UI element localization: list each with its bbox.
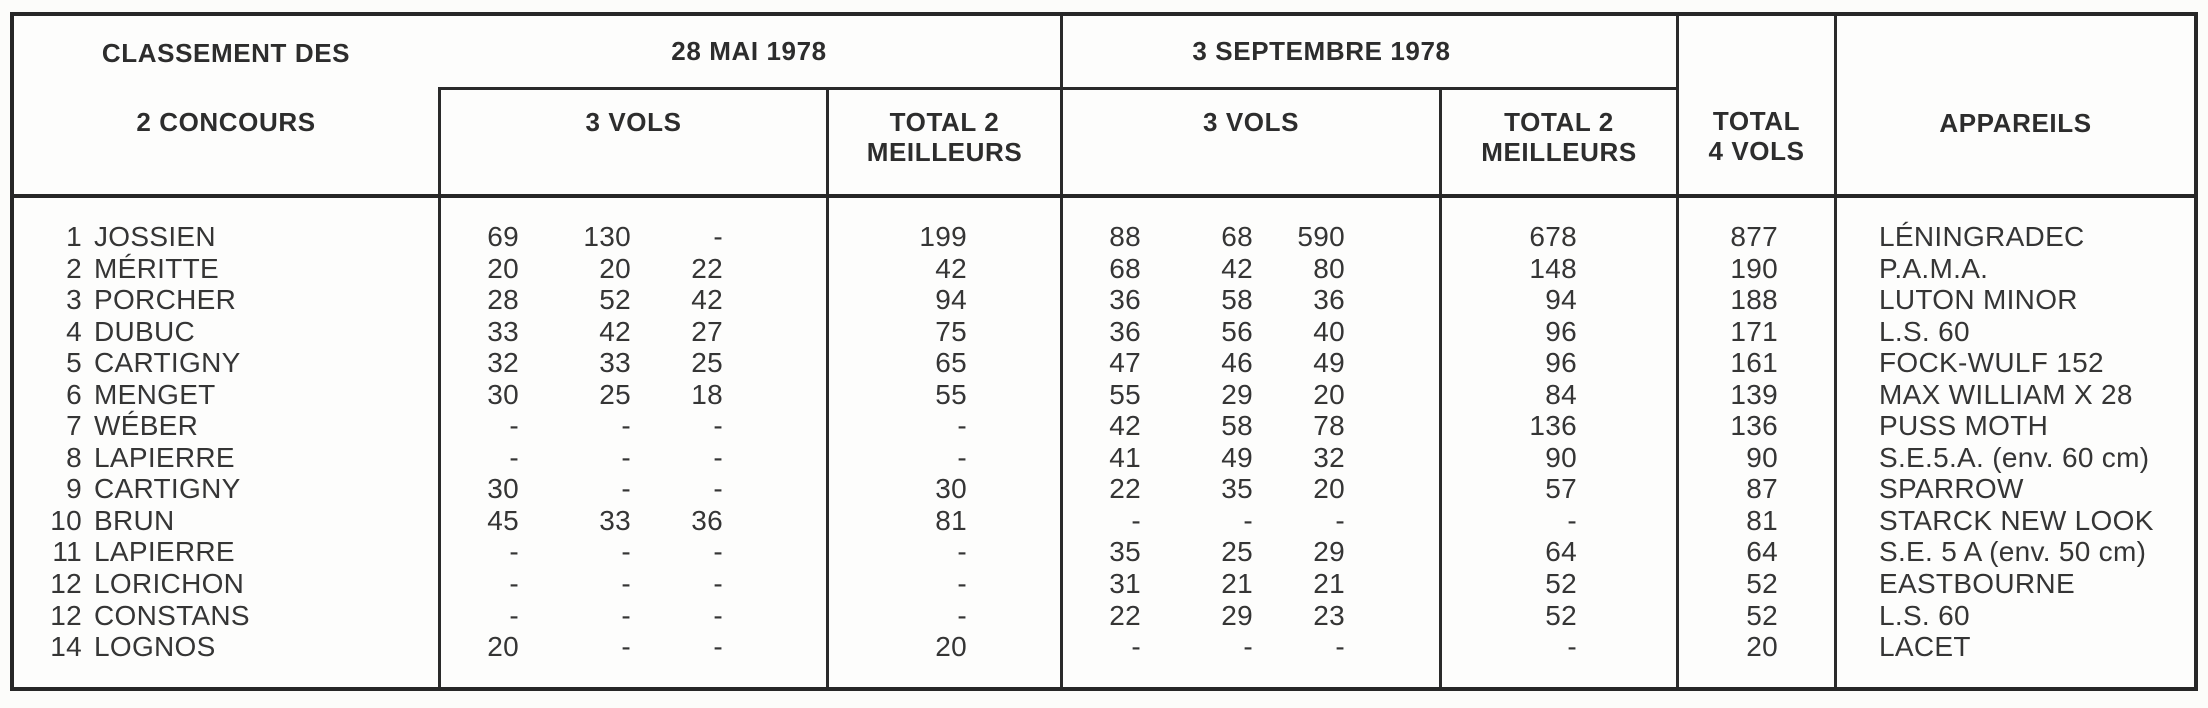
header-mai-total2 xyxy=(826,90,1060,194)
mai-total-2-meilleurs: - xyxy=(826,442,1060,474)
total-4-vols: 20 xyxy=(1676,631,1834,663)
septembre-vol-score: 56 xyxy=(1221,315,1253,347)
septembre-3vols-cell xyxy=(1060,442,1439,474)
septembre-vol-score: 42 xyxy=(1221,252,1253,284)
header-mai-3vols: 3 VOLS xyxy=(438,90,826,194)
septembre-vol-score: 40 xyxy=(1313,315,1345,347)
mai-vol-score: 36 xyxy=(691,504,723,536)
pilot-name: LAPIERRE xyxy=(94,441,235,473)
pilot-cell xyxy=(14,600,438,632)
aircraft-name: L.S. 60 xyxy=(1834,316,2194,348)
septembre-vol-score: 68 xyxy=(1221,221,1253,252)
septembre-3vols-cell xyxy=(1060,253,1439,285)
mai-vol-score: - xyxy=(621,536,631,568)
septembre-total-2-meilleurs: 84 xyxy=(1439,379,1676,411)
header-septembre-total2 xyxy=(1439,90,1676,194)
aircraft-name: L.S. 60 xyxy=(1834,600,2194,632)
pilot-name: CARTIGNY xyxy=(94,473,241,505)
mai-3vols-cell xyxy=(438,600,826,632)
pilot-cell xyxy=(14,536,438,568)
header-total-4-vols xyxy=(1676,16,1834,194)
header-classement-line2: 2 CONCOURS xyxy=(136,106,316,137)
total-4-vols: 81 xyxy=(1676,505,1834,537)
pilot-name: WÉBER xyxy=(94,410,199,442)
pilot-cell xyxy=(14,284,438,316)
septembre-vol-score: 49 xyxy=(1221,441,1253,473)
septembre-vol-score: 590 xyxy=(1297,221,1345,252)
septembre-3vols-cell xyxy=(1060,600,1439,632)
mai-total-2-meilleurs: - xyxy=(826,568,1060,600)
septembre-total-2-meilleurs: - xyxy=(1439,631,1676,663)
aircraft-name: LUTON MINOR xyxy=(1834,284,2194,316)
mai-3vols-cell xyxy=(438,379,826,411)
septembre-vol-score: 29 xyxy=(1221,378,1253,410)
septembre-vol-score: 22 xyxy=(1109,473,1141,505)
total-4-vols: 52 xyxy=(1676,568,1834,600)
mai-vol-score: - xyxy=(621,631,631,663)
pilot-cell xyxy=(14,347,438,379)
mai-3vols-cell xyxy=(438,284,826,316)
septembre-total-2-meilleurs: 96 xyxy=(1439,316,1676,348)
septembre-vol-score: 20 xyxy=(1313,378,1345,410)
septembre-3vols-cell xyxy=(1060,536,1439,568)
mai-3vols-cell xyxy=(438,316,826,348)
mai-3vols-cell xyxy=(438,410,826,442)
header-appareils-label: APPAREILS xyxy=(1939,108,2092,138)
aircraft-name: LACET xyxy=(1834,631,2194,663)
mai-vol-score: - xyxy=(509,568,519,600)
septembre-vol-score: 35 xyxy=(1221,473,1253,505)
mai-total-2-meilleurs: - xyxy=(826,410,1060,442)
septembre-3vols-cell xyxy=(1060,221,1439,253)
mai-vol-score: 18 xyxy=(691,378,723,410)
rank: 7 xyxy=(66,410,82,442)
septembre-vol-score: 23 xyxy=(1313,599,1345,631)
mai-3vols-cell xyxy=(438,473,826,505)
table-header xyxy=(14,16,2194,198)
septembre-total-2-meilleurs: 52 xyxy=(1439,600,1676,632)
septembre-vol-score: 20 xyxy=(1313,473,1345,505)
total-4-vols: 64 xyxy=(1676,536,1834,568)
mai-3vols-cell xyxy=(438,568,826,600)
mai-vol-score: 20 xyxy=(487,631,519,663)
septembre-vol-score: 80 xyxy=(1313,252,1345,284)
aircraft-name: SPARROW xyxy=(1834,473,2194,505)
septembre-vol-score: - xyxy=(1335,504,1345,536)
header-septembre-total2-line1: TOTAL 2 xyxy=(1504,107,1614,137)
mai-total-2-meilleurs: 81 xyxy=(826,505,1060,537)
aircraft-name: EASTBOURNE xyxy=(1834,568,2194,600)
mai-total-2-meilleurs: 30 xyxy=(826,473,1060,505)
septembre-vol-score: 22 xyxy=(1109,599,1141,631)
septembre-total-2-meilleurs: 148 xyxy=(1439,253,1676,285)
septembre-3vols-cell xyxy=(1060,347,1439,379)
table-row xyxy=(14,536,2194,568)
mai-vol-score: 32 xyxy=(487,347,519,379)
mai-vol-score: - xyxy=(713,536,723,568)
mai-total-2-meilleurs: - xyxy=(826,536,1060,568)
septembre-vol-score: 31 xyxy=(1109,568,1141,600)
septembre-vol-score: - xyxy=(1243,504,1253,536)
pilot-cell xyxy=(14,410,438,442)
rank: 1 xyxy=(66,221,82,252)
septembre-vol-score: - xyxy=(1243,631,1253,663)
mai-total-2-meilleurs: 65 xyxy=(826,347,1060,379)
table-row xyxy=(14,347,2194,379)
pilot-cell xyxy=(14,568,438,600)
septembre-3vols-cell xyxy=(1060,316,1439,348)
pilot-cell xyxy=(14,316,438,348)
aircraft-name: P.A.M.A. xyxy=(1834,253,2194,285)
total-4-vols: 139 xyxy=(1676,379,1834,411)
header-total-4-vols-line2: 4 VOLS xyxy=(1708,136,1805,166)
table-row xyxy=(14,316,2194,348)
septembre-vol-score: 88 xyxy=(1109,221,1141,252)
mai-total-2-meilleurs: 75 xyxy=(826,316,1060,348)
septembre-total-2-meilleurs: - xyxy=(1439,505,1676,537)
pilot-name: BRUN xyxy=(94,504,175,536)
septembre-vol-score: 41 xyxy=(1109,441,1141,473)
mai-total-2-meilleurs: 20 xyxy=(826,631,1060,663)
header-mai-total2-line1: TOTAL 2 xyxy=(889,107,1000,137)
aircraft-name: STARCK NEW LOOK xyxy=(1834,505,2194,537)
mai-vol-score: 28 xyxy=(487,284,519,316)
pilot-name: CARTIGNY xyxy=(94,347,241,379)
pilot-cell xyxy=(14,631,438,663)
pilot-name: LORICHON xyxy=(94,568,245,600)
mai-3vols-cell xyxy=(438,536,826,568)
septembre-vol-score: 58 xyxy=(1221,410,1253,442)
mai-3vols-cell xyxy=(438,505,826,537)
header-date-mai xyxy=(438,16,1060,90)
pilot-cell xyxy=(14,379,438,411)
header-total-4-vols-line1: TOTAL xyxy=(1712,106,1801,136)
mai-vol-score: - xyxy=(621,568,631,600)
mai-vol-score: 42 xyxy=(599,315,631,347)
septembre-vol-score: - xyxy=(1335,631,1345,663)
mai-vol-score: 27 xyxy=(691,315,723,347)
total-4-vols: 171 xyxy=(1676,316,1834,348)
rank: 8 xyxy=(66,441,82,473)
septembre-vol-score: - xyxy=(1131,631,1141,663)
mai-vol-score: 42 xyxy=(691,284,723,316)
mai-vol-score: - xyxy=(509,441,519,473)
table-body xyxy=(14,198,2194,687)
aircraft-name: LÉNINGRADEC xyxy=(1834,221,2194,253)
septembre-vol-score: 58 xyxy=(1221,284,1253,316)
mai-vol-score: 45 xyxy=(487,504,519,536)
septembre-total-2-meilleurs: 64 xyxy=(1439,536,1676,568)
mai-vol-score: - xyxy=(713,473,723,505)
total-4-vols: 52 xyxy=(1676,600,1834,632)
mai-vol-score: 130 xyxy=(583,221,631,252)
mai-vol-score: 33 xyxy=(599,347,631,379)
septembre-vol-score: 29 xyxy=(1313,536,1345,568)
mai-total-2-meilleurs: 199 xyxy=(826,221,1060,253)
rank: 10 xyxy=(50,504,82,536)
total-4-vols: 136 xyxy=(1676,410,1834,442)
aircraft-name: MAX WILLIAM X 28 xyxy=(1834,379,2194,411)
rank: 5 xyxy=(66,347,82,379)
septembre-vol-score: 46 xyxy=(1221,347,1253,379)
mai-3vols-cell xyxy=(438,631,826,663)
septembre-vol-score: 42 xyxy=(1109,410,1141,442)
mai-vol-score: - xyxy=(621,410,631,442)
mai-total-2-meilleurs: 42 xyxy=(826,253,1060,285)
total-4-vols: 188 xyxy=(1676,284,1834,316)
septembre-vol-score: 68 xyxy=(1109,252,1141,284)
mai-vol-score: - xyxy=(621,473,631,505)
pilot-cell xyxy=(14,505,438,537)
septembre-3vols-cell xyxy=(1060,284,1439,316)
header-mai-total2-line2: MEILLEURS xyxy=(866,137,1023,167)
rank: 4 xyxy=(66,315,82,347)
table-row xyxy=(14,253,2194,285)
mai-vol-score: 20 xyxy=(599,252,631,284)
septembre-vol-score: 25 xyxy=(1221,536,1253,568)
pilot-name: MENGET xyxy=(94,378,216,410)
mai-vol-score: - xyxy=(509,536,519,568)
septembre-vol-score: 29 xyxy=(1221,599,1253,631)
septembre-3vols-cell xyxy=(1060,568,1439,600)
mai-vol-score: - xyxy=(509,599,519,631)
mai-vol-score: 25 xyxy=(691,347,723,379)
table-row xyxy=(14,568,2194,600)
mai-vol-score: - xyxy=(713,568,723,600)
mai-3vols-cell xyxy=(438,221,826,253)
septembre-total-2-meilleurs: 96 xyxy=(1439,347,1676,379)
header-appareils xyxy=(1834,16,2194,194)
aircraft-name: S.E. 5 A (env. 50 cm) xyxy=(1834,536,2194,568)
septembre-total-2-meilleurs: 57 xyxy=(1439,473,1676,505)
mai-vol-score: 52 xyxy=(599,284,631,316)
septembre-total-2-meilleurs: 136 xyxy=(1439,410,1676,442)
septembre-vol-score: 78 xyxy=(1313,410,1345,442)
table-row xyxy=(14,473,2194,505)
aircraft-name: PUSS MOTH xyxy=(1834,410,2194,442)
total-4-vols: 87 xyxy=(1676,473,1834,505)
pilot-cell xyxy=(14,473,438,505)
table-row xyxy=(14,505,2194,537)
table-row xyxy=(14,379,2194,411)
mai-vol-score: 22 xyxy=(691,252,723,284)
rank: 3 xyxy=(66,284,82,316)
septembre-3vols-cell xyxy=(1060,505,1439,537)
pilot-name: MÉRITTE xyxy=(94,252,219,284)
mai-vol-score: - xyxy=(621,599,631,631)
septembre-vol-score: 21 xyxy=(1221,568,1253,600)
septembre-3vols-cell xyxy=(1060,379,1439,411)
total-4-vols: 90 xyxy=(1676,442,1834,474)
septembre-vol-score: 36 xyxy=(1109,284,1141,316)
septembre-vol-score: - xyxy=(1131,504,1141,536)
pilot-name: LAPIERRE xyxy=(94,536,235,568)
mai-vol-score: 30 xyxy=(487,473,519,505)
mai-vol-score: 25 xyxy=(599,378,631,410)
mai-vol-score: 33 xyxy=(599,504,631,536)
septembre-total-2-meilleurs: 94 xyxy=(1439,284,1676,316)
septembre-vol-score: 55 xyxy=(1109,378,1141,410)
table-row xyxy=(14,284,2194,316)
septembre-total-2-meilleurs: 90 xyxy=(1439,442,1676,474)
mai-vol-score: 20 xyxy=(487,252,519,284)
rank: 14 xyxy=(50,631,82,663)
mai-3vols-cell xyxy=(438,347,826,379)
mai-total-2-meilleurs: - xyxy=(826,600,1060,632)
mai-vol-score: 33 xyxy=(487,315,519,347)
pilot-cell xyxy=(14,221,438,253)
table-row xyxy=(14,442,2194,474)
pilot-name: LOGNOS xyxy=(94,631,216,663)
aircraft-name: FOCK-WULF 152 xyxy=(1834,347,2194,379)
mai-vol-score: - xyxy=(713,441,723,473)
table-row xyxy=(14,221,2194,253)
table-row xyxy=(14,631,2194,663)
header-septembre-3vols: 3 VOLS xyxy=(1060,90,1439,194)
rank: 11 xyxy=(52,536,82,568)
spacer-row xyxy=(14,663,2194,687)
total-4-vols: 190 xyxy=(1676,253,1834,285)
mai-vol-score: - xyxy=(509,410,519,442)
septembre-vol-score: 21 xyxy=(1313,568,1345,600)
aircraft-name: S.E.5.A. (env. 60 cm) xyxy=(1834,442,2194,474)
mai-total-2-meilleurs: 94 xyxy=(826,284,1060,316)
table-row xyxy=(14,410,2194,442)
header-septembre-total2-line2: MEILLEURS xyxy=(1481,137,1637,167)
total-4-vols: 877 xyxy=(1676,221,1834,253)
mai-vol-score: - xyxy=(621,441,631,473)
pilot-name: CONSTANS xyxy=(94,599,250,631)
header-date-septembre xyxy=(1060,16,1676,90)
header-date-septembre-label: 3 SEPTEMBRE 1978 xyxy=(1192,36,1451,66)
table-row xyxy=(14,600,2194,632)
septembre-3vols-cell xyxy=(1060,410,1439,442)
mai-3vols-cell xyxy=(438,253,826,285)
septembre-vol-score: 35 xyxy=(1109,536,1141,568)
header-classement-line1: CLASSEMENT DES xyxy=(101,37,351,68)
pilot-name: PORCHER xyxy=(94,284,237,316)
spacer-row xyxy=(14,198,2194,221)
septembre-vol-score: 49 xyxy=(1313,347,1345,379)
septembre-vol-score: 36 xyxy=(1109,315,1141,347)
pilot-name: DUBUC xyxy=(94,315,196,347)
results-table xyxy=(10,12,2198,691)
mai-vol-score: 30 xyxy=(487,378,519,410)
rank: 6 xyxy=(66,378,82,410)
mai-3vols-cell xyxy=(438,442,826,474)
mai-vol-score: - xyxy=(713,599,723,631)
mai-vol-score: - xyxy=(713,410,723,442)
septembre-vol-score: 47 xyxy=(1109,347,1141,379)
septembre-vol-score: 36 xyxy=(1313,284,1345,316)
septembre-total-2-meilleurs: 52 xyxy=(1439,568,1676,600)
pilot-cell xyxy=(14,253,438,285)
rank: 2 xyxy=(66,252,82,284)
rank: 12 xyxy=(50,599,82,631)
septembre-vol-score: 32 xyxy=(1313,441,1345,473)
header-classement-cell xyxy=(14,16,438,194)
total-4-vols: 161 xyxy=(1676,347,1834,379)
mai-total-2-meilleurs: 55 xyxy=(826,379,1060,411)
septembre-total-2-meilleurs: 678 xyxy=(1439,221,1676,253)
mai-vol-score: - xyxy=(713,221,723,252)
pilot-name: JOSSIEN xyxy=(94,221,216,252)
header-date-mai-label: 28 MAI 1978 xyxy=(671,36,827,66)
septembre-3vols-cell xyxy=(1060,631,1439,663)
mai-vol-score: - xyxy=(713,631,723,663)
mai-vol-score: 69 xyxy=(487,221,519,252)
rank: 12 xyxy=(50,568,82,600)
rank: 9 xyxy=(66,473,82,505)
pilot-cell xyxy=(14,442,438,474)
septembre-3vols-cell xyxy=(1060,473,1439,505)
